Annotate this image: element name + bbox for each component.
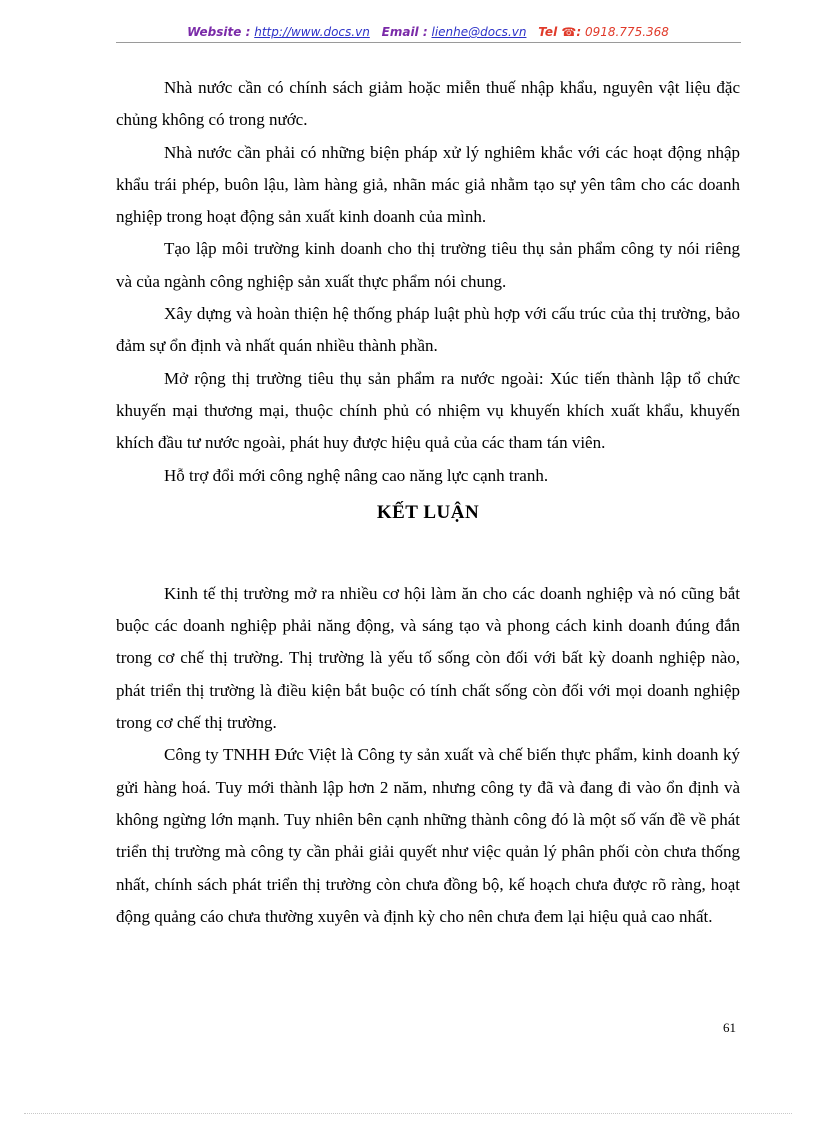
body-paragraph: Nhà nước cần có chính sách giảm hoặc miễn thuế nhập khẩu, nguyên vật liệu đặc chủng không có trong nước.	[116, 78, 740, 130]
conclusion-paragraph: Kinh tế thị trường mở ra nhiều cơ hội làm ăn cho các doanh nghiệp và nó cũng bắt buộc các doanh nghiệp phải năng động, và sáng tạo và phong cách kinh doanh đúng đắn trong cơ chế thị trường. Thị trường là yếu tố sống còn đối với bất kỳ doanh nghiệp nào, phát triển thị trường là điều kiện bắt buộc có tính chất sống còn đối với mọi doanh nghiệp trong cơ chế thị trường.	[116, 583, 740, 733]
tel-label: Tel ☎:	[538, 25, 582, 39]
page-body	[116, 72, 740, 933]
page-number: 61	[723, 1020, 736, 1035]
header-divider	[116, 42, 741, 43]
email-label: Email	[381, 25, 419, 39]
body-paragraph: Xây dựng và hoàn thiện hệ thống pháp luật phù hợp với cấu trúc của thị trường, bảo đảm sự ổn định và nhất quán nhiều thành phần.	[116, 304, 740, 356]
page-header	[116, 24, 740, 40]
body-paragraph: Mở rộng thị trường tiêu thụ sản phẩm ra nước ngoài: Xúc tiến thành lập tổ chức khuyến mại thương mại, thuộc chính phủ có nhiệm vụ khuyến khích xuất khẩu, khuyến khích đầu tư nước ngoài, phát huy được hiệu quả của các tham tán viên.	[116, 368, 740, 453]
conclusion-paragraph: Công ty TNHH Đức Việt là Công ty sản xuất và chế biến thực phẩm, kinh doanh ký gửi hàng hoá. Tuy mới thành lập hơn 2 năm, nhưng công ty đã và đang đi vào ổn định và không ngừng lớn mạnh. Tuy nhiên bên cạnh những thành công đó là một số vấn đề về phát triển thị trường mà công ty cần phải giải quyết như việc quản lý phân phối còn chưa thống nhất, chính sách phát triển thị trường còn chưa đồng bộ, kế hoạch chưa được rõ ràng, hoạt động quảng cáo chưa thường xuyên và định kỳ cho nên chưa đem lại hiệu quả cao nhất.	[116, 745, 740, 926]
body-paragraph: Nhà nước cần phải có những biện pháp xử lý nghiêm khắc với các hoạt động nhập khẩu trái phép, buôn lậu, làm hàng giả, nhãn mác giả nhằm tạo sự yên tâm cho các doanh nghiệp trong hoạt động sản xuất kinh doanh của mình.	[116, 142, 740, 227]
email-link[interactable]: lienhe@docs.vn	[431, 25, 527, 39]
body-paragraph: Tạo lập môi trường kinh doanh cho thị trường tiêu thụ sản phẩm công ty nói riêng và của ngành công nghiệp sản xuất thực phẩm nói chung.	[116, 239, 740, 291]
section-heading: KẾT LUẬN	[376, 501, 480, 523]
tel-value: 0918.775.368	[581, 25, 669, 39]
body-paragraph: Hỗ trợ đổi mới công nghệ nâng cao năng lực cạnh tranh.	[164, 465, 549, 485]
conclusion-section	[116, 578, 740, 933]
website-label: Website :	[187, 25, 251, 39]
footer-divider	[24, 1113, 792, 1114]
website-link[interactable]: http://www.docs.vn	[254, 25, 370, 39]
email-separator: :	[418, 25, 428, 39]
